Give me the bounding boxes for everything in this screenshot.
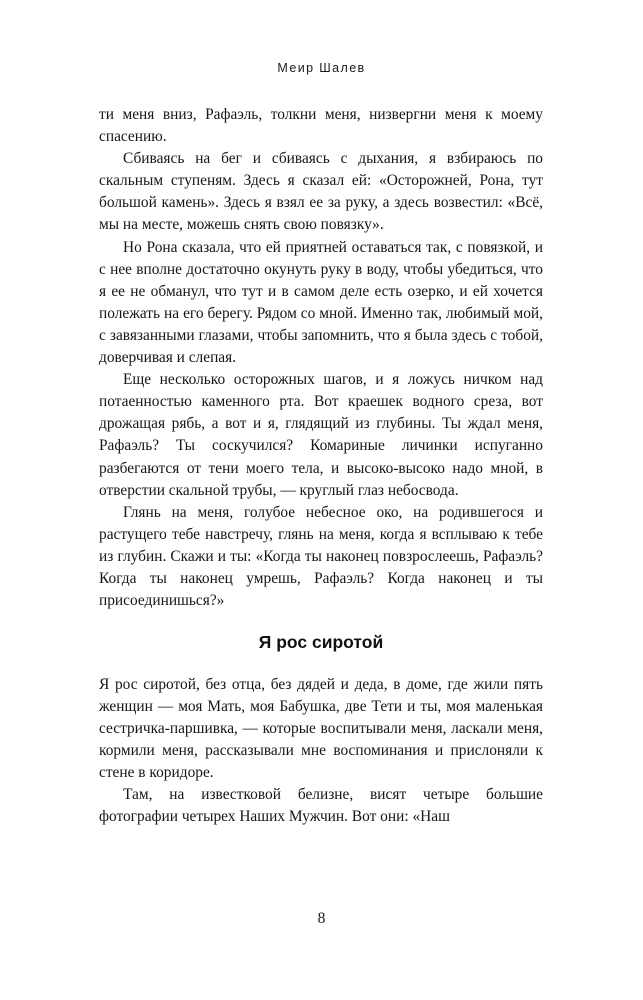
running-head: Меир Шалев [277,61,366,75]
paragraph-orphan-opening: Я рос сиротой, без отца, без дядей и деда, в доме, где жили пять женщин — моя Мать, моя Бабушка, две Тети и ты, моя маленькая сестричка-паршивка, — которые воспитывали меня, ласкали меня, кормили меня, рассказывали мне воспоминания и прислоняли к стене в коридоре. [99,675,543,782]
section-heading-block [99,612,543,674]
text-column [99,104,543,828]
paragraph-continuation: ти меня вниз, Рафаэль, толкни меня, низвергни меня к моему спасению. [99,106,543,146]
paragraph-careful-steps: Еще несколько осторожных шагов, и я ложусь ничком над потаенностью каменного рта. Вот краешек водного среза, вот дрожащая рябь, а вот и я, глядящий из глубины. Ты ждал меня, Рафаэль? Ты соскучился? Комариные личинки испуганно разбегаются от тени моего тела, и высоко-высоко надо мной, в отверстии скальной трубы, — круглый глаз небосвода. [99,371,543,499]
paragraph-climbing: Сбиваясь на бег и сбиваясь с дыхания, я взбираюсь по скальным ступеням. Здесь я сказал ей: «Осторожней, Рона, тут большой камень». Здесь я взял ее за руку, а здесь возвестил: «Всё, мы на месте, можешь снять свою повязку». [99,150,543,234]
paragraph-look-at-me: Глянь на меня, голубое небесное око, на родившегося и растущего тебе навстречу, глянь на меня, когда я всплываю к тебе из глубин. Скажи и ты: «Когда ты наконец повзрослеешь, Рафаэль? Когда ты наконец умрешь, Рафаэль? Когда наконец и ты присоединишься?» [99,503,543,610]
paragraph-photographs: Там, на известковой белизне, висят четыре большие фотографии четырех Наших Мужчин. Вот они: «Наш [99,786,543,826]
paragraph-rona-said: Но Рона сказала, что ей приятней оставаться так, с повязкой, и с нее вполне достаточно окунуть руку в воду, чтобы убедиться, что я ее не обманул, что тут и в самом деле есть озерко, и ей хочется полежать на его берегу. Рядом со мной. Именно так, любимый мой, с завязанными глазами, чтобы запомнить, что я была здесь с тобой, доверчивая и слепая. [99,238,543,367]
page-number: 8 [317,910,326,927]
section-heading: Я рос сиротой [258,632,384,653]
